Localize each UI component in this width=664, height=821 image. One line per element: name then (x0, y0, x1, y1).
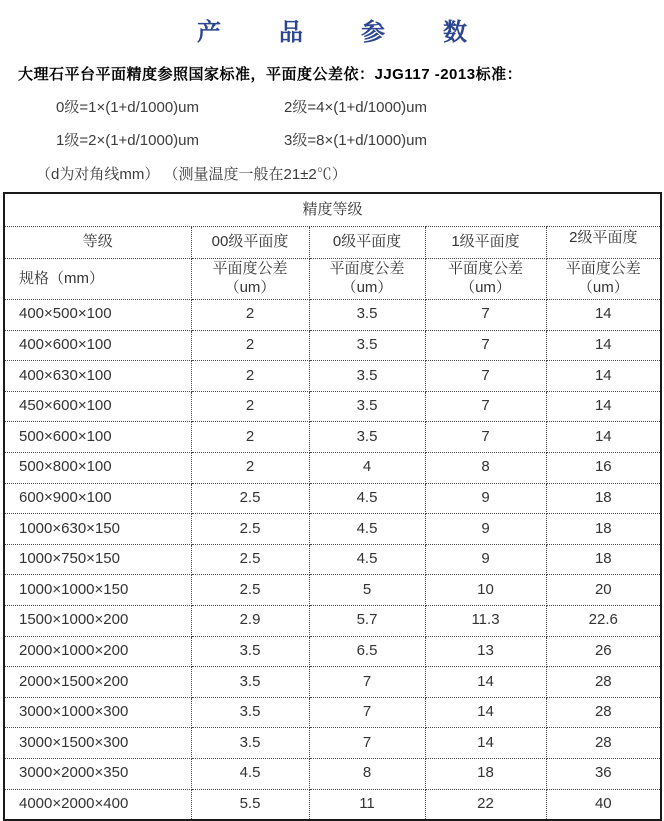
table-row (4, 391, 661, 422)
tolerance-value-cell: 3.5 (191, 728, 309, 759)
tolerance-value-cell: 7 (309, 728, 425, 759)
tolerance-value-cell: 5.7 (309, 605, 425, 636)
tolerance-unit: （um） (341, 279, 393, 296)
tolerance-value-cell: 2.5 (191, 575, 309, 606)
tolerance-value-cell: 14 (546, 361, 661, 392)
grade-label: 等级 (4, 227, 191, 259)
tolerance-value-cell: 8 (309, 758, 425, 789)
tolerance-value-cell: 22.6 (546, 605, 661, 636)
formula-grade-0: 0级=1×(1+d/1000)um (56, 99, 200, 116)
table-row (4, 330, 661, 361)
grade-header-1: 1级平面度 (425, 227, 546, 259)
table-row (4, 483, 661, 514)
tolerance-value-cell: 14 (546, 422, 661, 453)
grade-header-2: 2级平面度 (546, 227, 661, 259)
tolerance-label: 平面度公差 (329, 260, 405, 278)
table-row (4, 361, 661, 392)
spec-cell: 1000×750×150 (4, 544, 191, 575)
table-row (4, 697, 661, 728)
tolerance-header-1 (425, 259, 546, 300)
tolerance-header-00 (191, 259, 309, 300)
tolerance-unit: （um） (577, 279, 629, 296)
spec-cell: 600×900×100 (4, 483, 191, 514)
tolerance-value-cell: 7 (309, 667, 425, 698)
spec-cell: 500×800×100 (4, 452, 191, 483)
tolerance-value-cell: 3.5 (309, 391, 425, 422)
tolerance-value-cell: 7 (425, 300, 546, 331)
tolerance-value-cell: 16 (546, 452, 661, 483)
tolerance-value-cell: 7 (425, 330, 546, 361)
spec-cell: 400×600×100 (4, 330, 191, 361)
tolerance-value-cell: 9 (425, 514, 546, 545)
table-caption-row (4, 193, 661, 227)
tolerance-value-cell: 2 (191, 361, 309, 392)
formula-grade-3: 3级=8×(1+d/1000)um (284, 132, 428, 149)
tolerance-value-cell: 14 (546, 300, 661, 331)
tolerance-value-cell: 2 (191, 452, 309, 483)
tolerance-value-cell: 14 (425, 667, 546, 698)
tolerance-value-cell: 4.5 (191, 758, 309, 789)
tolerance-value-cell: 4 (309, 452, 425, 483)
tolerance-unit: （um） (460, 279, 511, 296)
grade-header-row (4, 227, 661, 259)
tolerance-value-cell: 28 (546, 697, 661, 728)
precision-table (3, 192, 662, 821)
tolerance-value-cell: 3.5 (309, 422, 425, 453)
tolerance-value-cell: 2 (191, 300, 309, 331)
table-row (4, 605, 661, 636)
note-text: （d为对角线mm） （测量温度一般在21±2℃） (36, 166, 347, 183)
tolerance-value-cell: 3.5 (309, 330, 425, 361)
tolerance-value-cell: 13 (425, 636, 546, 667)
tolerance-value-cell: 11.3 (425, 605, 546, 636)
tolerance-header-0 (309, 259, 425, 300)
tolerance-value-cell: 14 (546, 330, 661, 361)
spec-cell: 3000×2000×350 (4, 758, 191, 789)
tolerance-value-cell: 28 (546, 728, 661, 759)
spec-cell: 1500×1000×200 (4, 605, 191, 636)
formula-section (0, 96, 664, 150)
tolerance-value-cell: 5.5 (191, 789, 309, 820)
spec-cell: 450×600×100 (4, 391, 191, 422)
tolerance-value-cell: 7 (425, 391, 546, 422)
tolerance-value-cell: 3.5 (309, 300, 425, 331)
tolerance-value-cell: 14 (546, 391, 661, 422)
tolerance-value-cell: 5 (309, 575, 425, 606)
tolerance-value-cell: 2 (191, 330, 309, 361)
tolerance-value-cell: 2.5 (191, 483, 309, 514)
tolerance-value-cell: 18 (425, 758, 546, 789)
tolerance-value-cell: 18 (546, 544, 661, 575)
spec-cell: 1000×630×150 (4, 514, 191, 545)
tolerance-value-cell: 10 (425, 575, 546, 606)
formula-grade-2: 2级=4×(1+d/1000)um (284, 99, 428, 116)
tolerance-value-cell: 2.5 (191, 514, 309, 545)
spec-cell: 3000×1500×300 (4, 728, 191, 759)
spec-cell: 500×600×100 (4, 422, 191, 453)
table-row (4, 789, 661, 820)
table-row (4, 575, 661, 606)
tolerance-value-cell: 3.5 (191, 667, 309, 698)
page-title: 产 品 参 数 (197, 20, 493, 46)
tolerance-value-cell: 9 (425, 544, 546, 575)
table-row (4, 300, 661, 331)
tolerance-unit: （um） (224, 279, 276, 296)
table-row (4, 636, 661, 667)
tolerance-value-cell: 3.5 (191, 636, 309, 667)
grade-header-0: 0级平面度 (309, 227, 425, 259)
tolerance-value-cell: 22 (425, 789, 546, 820)
tolerance-value-cell: 4.5 (309, 514, 425, 545)
intro-text: 大理石平台平面精度参照国家标准，平面度公差依：JJG117 -2013标准： (18, 66, 523, 83)
tolerance-value-cell: 7 (309, 697, 425, 728)
tolerance-value-cell: 18 (546, 483, 661, 514)
tolerance-value-cell: 14 (425, 697, 546, 728)
tolerance-label: 平面度公差 (565, 260, 641, 278)
table-row (4, 452, 661, 483)
tolerance-value-cell: 2.9 (191, 605, 309, 636)
spec-cell: 2000×1500×200 (4, 667, 191, 698)
spec-label: 规格（mm） (4, 259, 191, 300)
table-caption: 精度等级 (4, 193, 661, 227)
spec-cell: 400×630×100 (4, 361, 191, 392)
tolerance-label: 平面度公差 (212, 260, 288, 278)
tolerance-header-2 (546, 259, 661, 300)
table-row (4, 544, 661, 575)
tolerance-value-cell: 9 (425, 483, 546, 514)
tolerance-value-cell: 6.5 (309, 636, 425, 667)
tolerance-value-cell: 4.5 (309, 544, 425, 575)
spec-cell: 1000×1000×150 (4, 575, 191, 606)
spec-cell: 400×500×100 (4, 300, 191, 331)
formula-row-2 (56, 129, 664, 150)
table-row (4, 422, 661, 453)
grade-header-00: 00级平面度 (191, 227, 309, 259)
tolerance-value-cell: 4.5 (309, 483, 425, 514)
table-row (4, 514, 661, 545)
tolerance-label: 平面度公差 (447, 260, 523, 278)
table-row (4, 728, 661, 759)
tolerance-value-cell: 14 (425, 728, 546, 759)
tolerance-header-row (4, 259, 661, 300)
table-row (4, 667, 661, 698)
spec-cell: 3000×1000×300 (4, 697, 191, 728)
tolerance-value-cell: 3.5 (191, 697, 309, 728)
tolerance-value-cell: 20 (546, 575, 661, 606)
tolerance-value-cell: 8 (425, 452, 546, 483)
tolerance-value-cell: 26 (546, 636, 661, 667)
tolerance-value-cell: 7 (425, 422, 546, 453)
tolerance-value-cell: 40 (546, 789, 661, 820)
spec-cell: 2000×1000×200 (4, 636, 191, 667)
tolerance-value-cell: 2 (191, 391, 309, 422)
formula-row-1 (56, 96, 664, 117)
tolerance-value-cell: 11 (309, 789, 425, 820)
tolerance-value-cell: 2 (191, 422, 309, 453)
table-row (4, 758, 661, 789)
tolerance-value-cell: 28 (546, 667, 661, 698)
formula-grade-1: 1级=2×(1+d/1000)um (56, 132, 200, 149)
tolerance-value-cell: 7 (425, 361, 546, 392)
spec-table-body (4, 300, 661, 821)
tolerance-value-cell: 18 (546, 514, 661, 545)
tolerance-value-cell: 3.5 (309, 361, 425, 392)
tolerance-value-cell: 2.5 (191, 544, 309, 575)
tolerance-value-cell: 36 (546, 758, 661, 789)
spec-cell: 4000×2000×400 (4, 789, 191, 820)
